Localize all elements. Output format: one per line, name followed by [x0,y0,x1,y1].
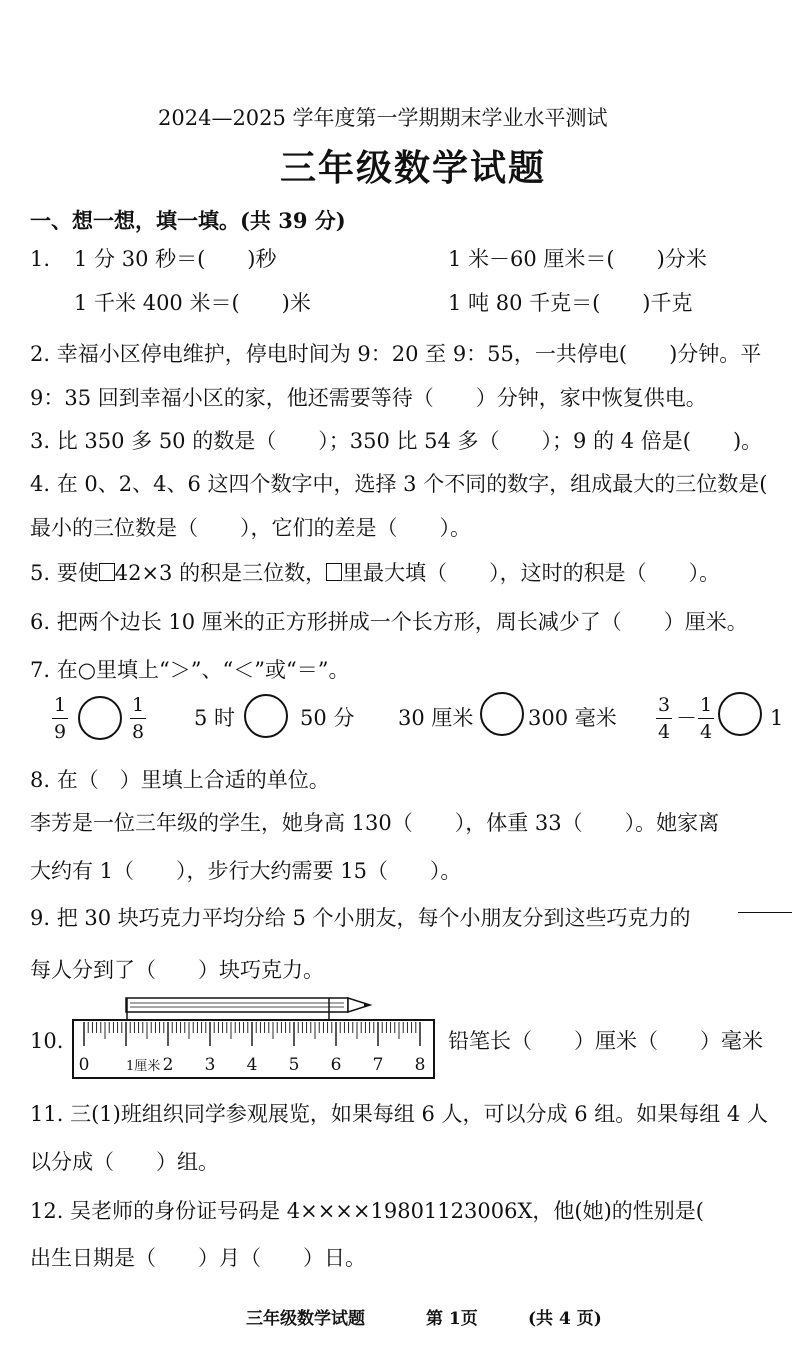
blank-box-icon [326,563,342,581]
ruler-tick-label: 0 [78,1055,90,1075]
q8-line2: 李芳是一位三年级的学生，她身高 130（ ），体重 33（ ）。她家离 [30,811,720,835]
q4-line2: 最小的三位数是（ ），它们的差是（ ）。 [30,516,471,540]
ruler-tick-label: 3 [204,1055,216,1075]
q1-item-b: 1 米－60 厘米＝( )分米 [448,247,707,271]
ruler-tick-label: 5 [288,1055,300,1075]
q11-line2: 以分成（ ）组。 [30,1150,219,1174]
q1-item-a: 1 分 30 秒＝( )秒 [74,247,277,271]
q7-line1: 7. 在○里填上“＞”、“＜”或“＝”。 [30,658,350,682]
fraction-one-fourth [698,694,714,743]
fraction-denominator: 4 [699,721,713,743]
q8-line3: 大约有 1（ ），步行大约需要 15（ ）。 [30,859,462,883]
fraction-blank-icon [738,892,792,932]
footer-page-number: 第 1页 [426,1309,478,1329]
pencil-icon [126,998,370,1012]
q5-line1 [30,560,720,586]
q12-line1: 12. 吴老师的身份证号码是 4××××19801123006X，他(她)的性别是( [30,1199,704,1223]
ruler-tick-label: 1厘米 [126,1059,161,1074]
compare-circle-1[interactable] [78,696,122,740]
fraction-numerator: 1 [53,694,67,716]
compare-circle-2[interactable] [244,694,288,738]
fraction-one-eighth [130,694,146,743]
q2-line2: 9：35 回到幸福小区的家，他还需要等待（ ）分钟，家中恢复供电。 [30,386,707,410]
q1-number: 1. [30,247,51,271]
q1-item-d: 1 吨 80 千克＝( )千克 [448,291,693,315]
section-heading: 一、想一想，填一填。(共 39 分) [30,208,346,233]
minus-sign: － [676,706,697,730]
q7-c-left: 30 厘米 [398,706,474,730]
ruler-tick-label: 4 [246,1055,258,1075]
fraction-one-ninth [52,694,68,743]
fraction-denominator: 4 [657,721,671,743]
q3-line1: 3. 比 350 多 50 的数是（ ）；350 比 54 多（ ）；9 的 4 倍是( )。 [30,429,763,453]
fraction-numerator: 1 [131,694,145,716]
q9-line1: 9. 把 30 块巧克力平均分给 5 个小朋友，每个小朋友分到这些巧克力的 [30,906,691,930]
q9-line2: 每人分到了（ ）块巧克力。 [30,958,324,982]
q7-b-left: 5 时 [194,706,236,730]
fraction-numerator: 3 [657,694,671,716]
footer-exam-name: 三年级数学试题 [246,1309,365,1329]
q6-line1: 6. 把两个边长 10 厘米的正方形拼成一个长方形，周长减少了（ ）厘米。 [30,610,748,634]
q10-number: 10. [30,1029,64,1053]
q10-text: 铅笔长（ ）厘米（ ）毫米 [448,1029,763,1053]
q12-line2: 出生日期是（ ）月（ ）日。 [30,1246,366,1270]
q7-b-right: 50 分 [300,706,355,730]
blank-box-icon [99,563,115,581]
ruler-tick-label: 2 [162,1055,174,1075]
exam-subtitle: 2024—2025 学年度第一学期期末学业水平测试 [158,106,608,130]
ruler-tick-label: 7 [372,1055,384,1075]
compare-circle-3[interactable] [480,692,524,736]
q8-line1: 8. 在（ ）里填上合适的单位。 [30,768,330,792]
footer-total-pages: (共 4 页) [528,1309,602,1329]
fraction-denominator: 8 [131,721,145,743]
ruler-tick-label: 8 [414,1055,426,1075]
fraction-numerator: 1 [699,694,713,716]
q5-text-c: 里最大填（ ），这时的积是（ ）。 [342,561,721,585]
q7-c-right: 300 毫米 [528,706,617,730]
q2-line1: 2. 幸福小区停电维护，停电时间为 9：20 至 9：55，一共停电( )分钟。平 [30,342,762,366]
q11-line1: 11. 三(1)班组织同学参观展览，如果每组 6 人，可以分成 6 组。如果每组 4 人 [30,1102,768,1126]
compare-circle-4[interactable] [718,692,762,736]
q5-text-b: 42×3 的积是三位数， [114,561,327,585]
ruler-tick-label: 6 [330,1055,342,1075]
ruler-figure [70,992,440,1084]
exam-title: 三年级数学试题 [280,147,547,189]
q4-line1: 4. 在 0、2、4、6 这四个数字中，选择 3 个不同的数字，组成最大的三位数是( [30,472,768,496]
fraction-three-fourths [656,694,672,743]
q7-d-right: 1 [770,706,784,730]
q5-text-a: 要使 [56,561,99,585]
fraction-denominator: 9 [53,721,67,743]
q1-item-c: 1 千米 400 米＝( )米 [74,291,311,315]
q5-number: 5. [30,561,51,585]
